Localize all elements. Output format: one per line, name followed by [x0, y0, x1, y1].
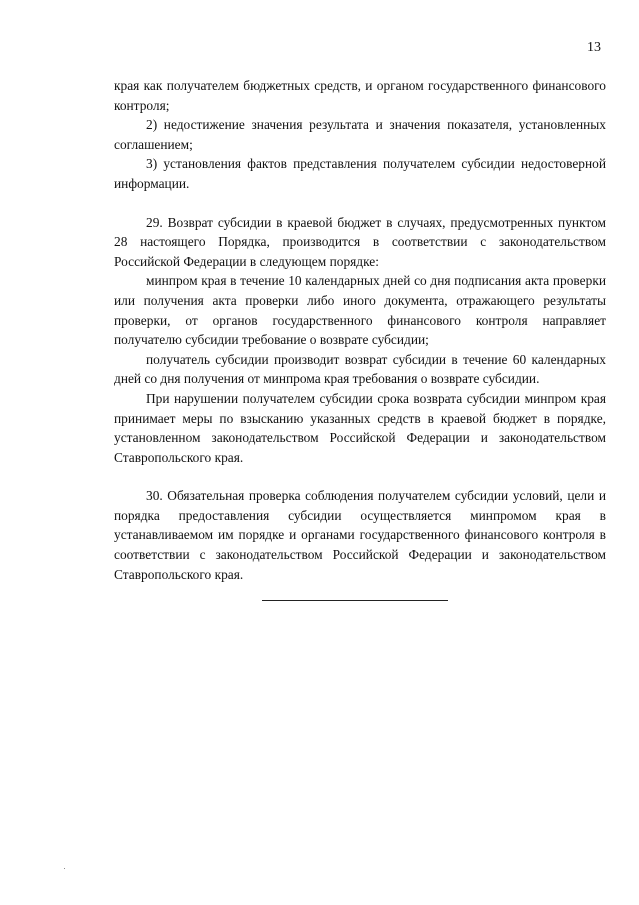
paragraph-29-step-1: минпром края в течение 10 календарных дней со дня подписания акта проверки или получения акта проверки либо иного документа, отражающего результаты проверки, от органов государственного финансового контроля направляет получателю субсидии требование о возврате субсидии; [114, 273, 606, 348]
paragraph-29-step-2: получатель субсидии производит возврат субсидии в течение 60 календарных дней со дня получения от минпрома края требования о возврате субсидии. [114, 351, 606, 387]
document-body [114, 76, 606, 584]
paragraph-29: 29. Возврат субсидии в краевой бюджет в случаях, предусмотренных пунктом 28 настоящего Порядка, производится в соответствии с законодательством Российской Федерации в следующем порядке: [114, 214, 606, 269]
page-number: 13 [587, 40, 601, 55]
paragraph-29-violation: При нарушении получателем субсидии срока возврата субсидии минпром края принимает меры по взысканию указанных средств в краевой бюджет в порядке, установленном законодательством Российской Федерации и законодательством Ставропольского края. [114, 390, 606, 465]
paragraph-30: 30. Обязательная проверка соблюдения получателем субсидии условий, цели и порядка предоставления субсидии осуществляется минпромом края в устанавливаемом им порядке и органами государственного финансового контроля в соответствии с законодательством Российской Федерации и законодательством Ставропольского края. [114, 488, 606, 582]
paragraph-gap [114, 467, 606, 486]
scan-speck [64, 868, 65, 869]
paragraph-item-2: 2) недостижение значения результата и значения показателя, установленных соглашением; [114, 117, 606, 152]
paragraph-gap [114, 194, 606, 213]
paragraph-continuation: края как получателем бюджетных средств, и органом государственного финансового контроля; [114, 78, 606, 113]
paragraph-item-3: 3) установления фактов представления получателем субсидии недостоверной информации. [114, 156, 606, 191]
end-separator-line [262, 600, 448, 601]
